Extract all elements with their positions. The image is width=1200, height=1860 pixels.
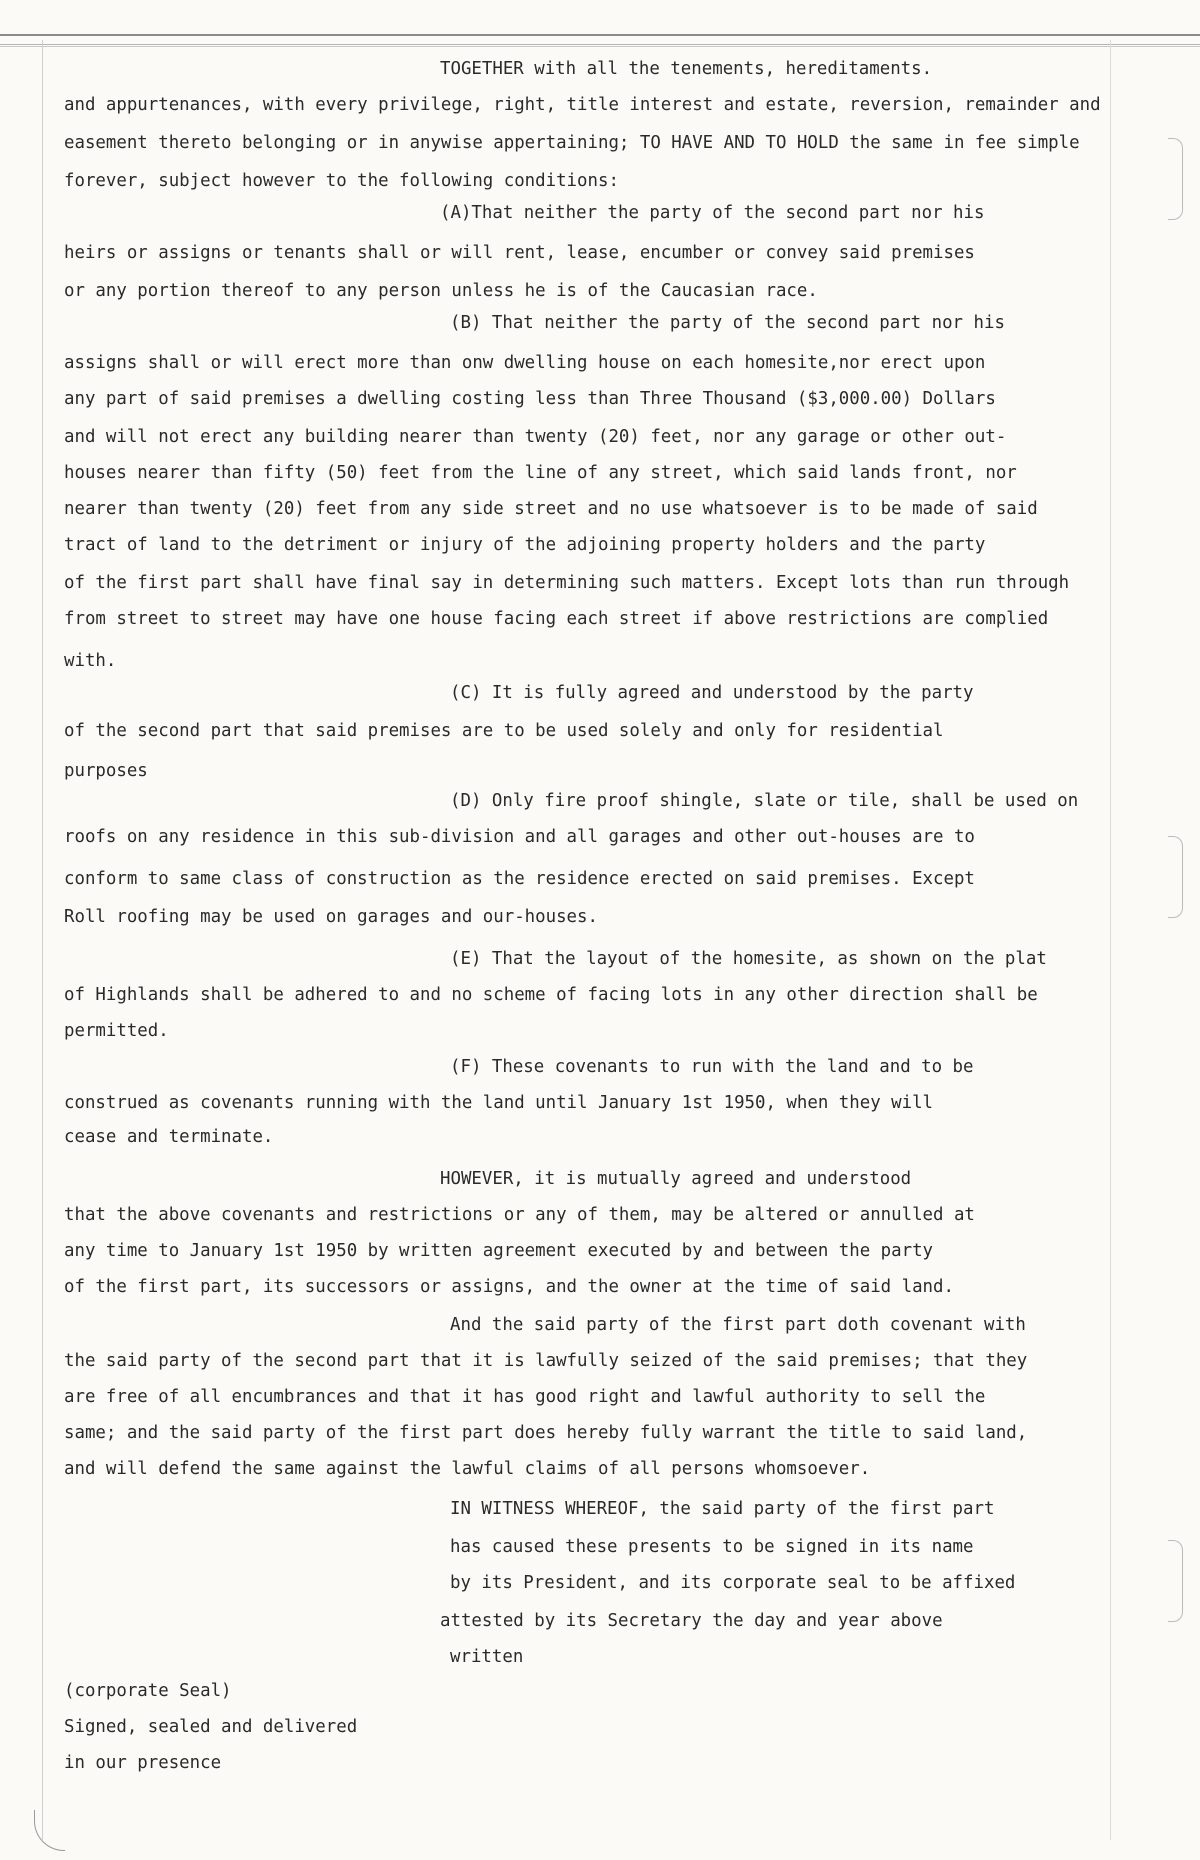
document-line: (D) Only fire proof shingle, slate or tile, shall be used on xyxy=(450,791,1079,811)
document-line: permitted. xyxy=(64,1021,169,1041)
binder-hole-bottom xyxy=(1168,1540,1183,1622)
document-line: houses nearer than fifty (50) feet from the line of any street, which said lands front, nor xyxy=(64,463,1017,483)
document-line: purposes xyxy=(64,761,148,781)
document-line: forever, subject however to the following conditions: xyxy=(64,171,619,191)
document-line: (A)That neither the party of the second part nor his xyxy=(440,203,985,223)
document-line: from street to street may have one house facing each street if above restrictions are complied xyxy=(64,609,1049,629)
document-line: of the first part, its successors or assigns, and the owner at the time of said land. xyxy=(64,1277,954,1297)
document-line: and will not erect any building nearer than twenty (20) feet, nor any garage or other out- xyxy=(64,427,1007,447)
document-line: assigns shall or will erect more than onw dwelling house on each homesite,nor erect upon xyxy=(64,353,986,373)
document-line: (corporate Seal) xyxy=(64,1681,232,1701)
document-line: (B) That neither the party of the second part nor his xyxy=(450,313,1005,333)
document-line: has caused these presents to be signed in its name xyxy=(450,1537,974,1557)
document-line: and will defend the same against the lawful claims of all persons whomsoever. xyxy=(64,1459,871,1479)
left-margin-rule xyxy=(42,40,43,1840)
document-line: heirs or assigns or tenants shall or will rent, lease, encumber or convey said premises xyxy=(64,243,975,263)
document-line: of the second part that said premises are to be used solely and only for residential xyxy=(64,721,944,741)
top-rule xyxy=(0,34,1200,45)
document-line: (F) These covenants to run with the land and to be xyxy=(450,1057,974,1077)
document-line: tract of land to the detriment or injury of the adjoining property holders and the party xyxy=(64,535,986,555)
document-line: Signed, sealed and delivered xyxy=(64,1717,358,1737)
document-line: nearer than twenty (20) feet from any side street and no use whatsoever is to be made of said xyxy=(64,499,1038,519)
document-line: and appurtenances, with every privilege, right, title interest and estate, reversion, remainder and xyxy=(64,95,1101,115)
document-line: that the above covenants and restrictions or any of them, may be altered or annulled at xyxy=(64,1205,975,1225)
document-line: in our presence xyxy=(64,1753,222,1773)
document-line: easement thereto belonging or in anywise appertaining; TO HAVE AND TO HOLD the same in fee simple xyxy=(64,133,1080,153)
document-line: with. xyxy=(64,651,117,671)
document-line: And the said party of the first part doth covenant with xyxy=(450,1315,1026,1335)
binder-hole-top xyxy=(1168,138,1183,220)
document-line: IN WITNESS WHEREOF, the said party of the first part xyxy=(450,1499,995,1519)
top-rule-secondary xyxy=(0,46,1200,47)
document-line: cease and terminate. xyxy=(64,1127,274,1147)
right-margin-rule xyxy=(1110,40,1111,1840)
document-line: by its President, and its corporate seal to be affixed xyxy=(450,1573,1016,1593)
document-line: HOWEVER, it is mutually agreed and understood xyxy=(440,1169,912,1189)
document-line: of Highlands shall be adhered to and no scheme of facing lots in any other direction shall be xyxy=(64,985,1038,1005)
document-line: roofs on any residence in this sub-division and all garages and other out-houses are to xyxy=(64,827,975,847)
document-line: of the first part shall have final say in determining such matters. Except lots than run through xyxy=(64,573,1070,593)
document-line: written xyxy=(450,1647,524,1667)
document-line: or any portion thereof to any person unless he is of the Caucasian race. xyxy=(64,281,818,301)
document-line: any part of said premises a dwelling costing less than Three Thousand ($3,000.00) Dollars xyxy=(64,389,996,409)
document-line: same; and the said party of the first part does hereby fully warrant the title to said land, xyxy=(64,1423,1028,1443)
document-line: attested by its Secretary the day and year above xyxy=(440,1611,943,1631)
document-line: any time to January 1st 1950 by written agreement executed by and between the party xyxy=(64,1241,934,1261)
document-line: are free of all encumbrances and that it has good right and lawful authority to sell the xyxy=(64,1387,986,1407)
page-corner-mark xyxy=(34,1810,65,1851)
document-line: construed as covenants running with the land until January 1st 1950, when they will xyxy=(64,1093,934,1113)
document-line: (E) That the layout of the homesite, as shown on the plat xyxy=(450,949,1047,969)
document-line: TOGETHER with all the tenements, hereditaments. xyxy=(440,59,933,79)
binder-hole-middle xyxy=(1168,836,1183,918)
document-line: conform to same class of construction as the residence erected on said premises. Except xyxy=(64,869,975,889)
document-line: Roll roofing may be used on garages and our-houses. xyxy=(64,907,598,927)
document-line: the said party of the second part that it is lawfully seized of the said premises; that they xyxy=(64,1351,1028,1371)
document-line: (C) It is fully agreed and understood by the party xyxy=(450,683,974,703)
